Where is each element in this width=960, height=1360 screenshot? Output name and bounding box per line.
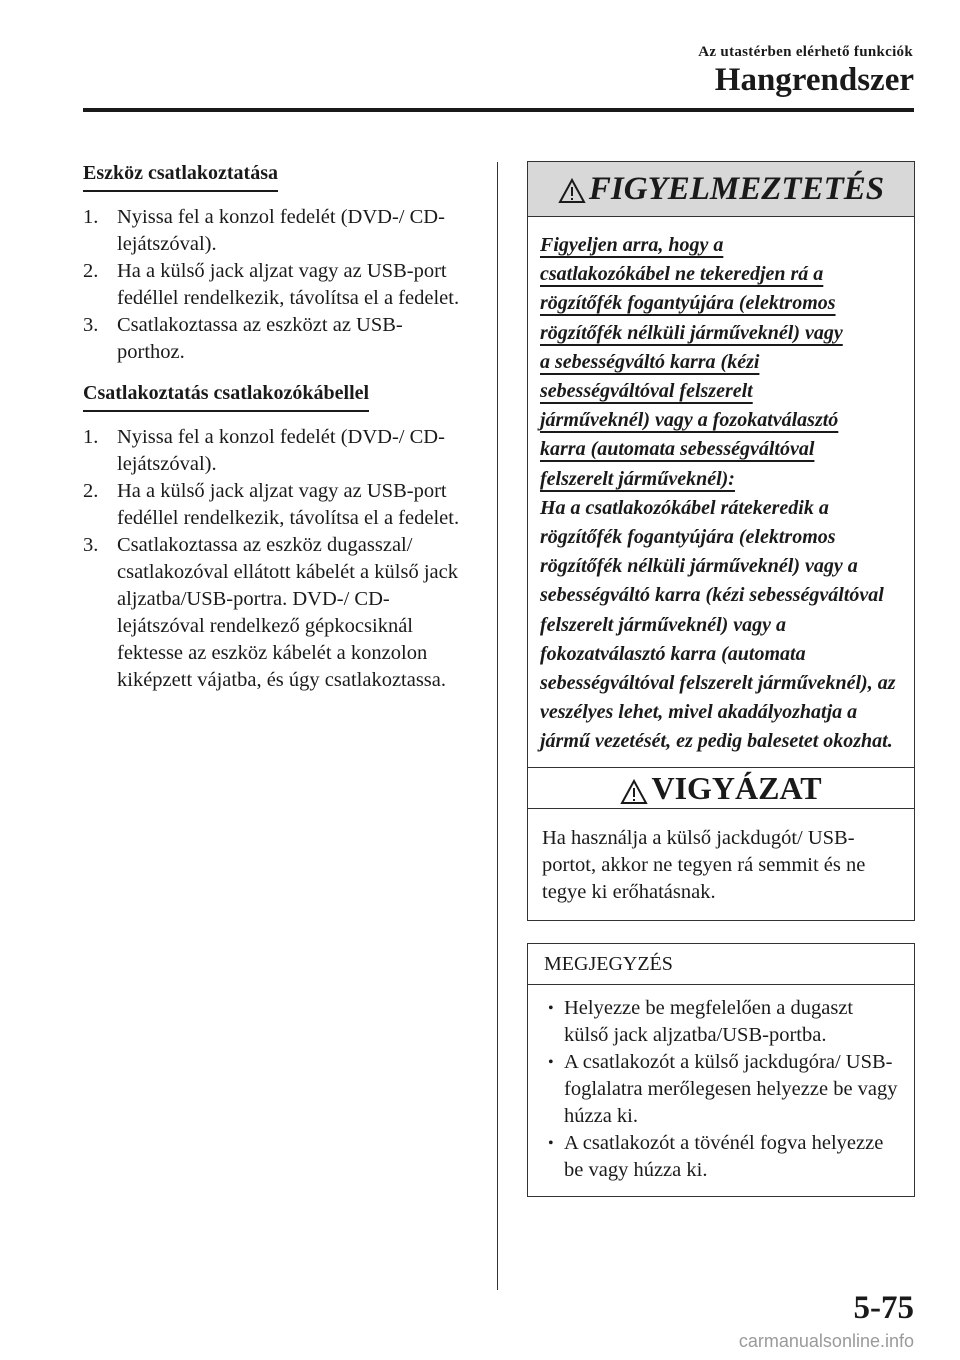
note-bullet-text: Helyezze be megfelelően a dugaszt külső jack aljzatba/USB-portba. (564, 997, 854, 1046)
warning-lead-line: felszerelt járműveknél): (540, 467, 735, 490)
step-item (83, 532, 468, 694)
warning-lead-line: csatlakozókábel ne tekeredjen rá a (540, 263, 824, 286)
warning-header (528, 162, 914, 217)
step-text: Nyissa fel a konzol fedelét (DVD-/ CD-lejátszóval). (117, 426, 445, 475)
bullet-dot-icon: • (548, 1135, 554, 1152)
step-item (83, 204, 468, 258)
note-header: MEGJEGYZÉS (528, 944, 914, 985)
step-number: 1. (83, 426, 99, 448)
step-item (83, 312, 468, 366)
caution-box (527, 767, 915, 921)
note-bullet-text: A csatlakozót a külső jackdugóra/ USB-foglalatra merőlegesen helyezze be vagy húzza ki. (564, 1051, 898, 1127)
warning-box (527, 161, 915, 772)
running-header-section: Az utastérben elérhető funkciók (698, 44, 913, 60)
section-title-connect-device: Eszköz csatlakoztatása (83, 160, 278, 192)
warning-title: FIGYELMEZTETÉS (588, 171, 885, 207)
steps-list-1 (83, 204, 468, 366)
warning-lead-line: karra (automata sebességváltóval (540, 438, 815, 461)
step-text: Csatlakoztassa az eszközt az USB-porthoz. (117, 314, 403, 363)
step-number: 1. (83, 206, 99, 228)
note-body (528, 985, 914, 1196)
column-divider (497, 162, 498, 1290)
step-number: 3. (83, 534, 99, 556)
bullet-dot-icon: • (548, 1054, 554, 1071)
warning-text: Ha a csatlakozókábel rátekeredik a rögzítőfék fogantyújára (elektromos rögzítőfék nélküli járműveknél) vagy a sebességváltó karra (kézi sebességváltóval felszerelt járműveknél) vagy a fokozatválasztó karra (automata sebességváltóval felszerelt járműveknél), az veszélyes lehet, mivel akadályozhatja a jármű vezetését, ez pedig balesetet okozhat. (540, 496, 896, 753)
warning-body (528, 217, 914, 771)
watermark: carmanualsonline.info (738, 1331, 914, 1351)
caution-body: Ha használja a külső jackdugót/ USB-portot, akkor ne tegyen rá semmit és ne tegye ki erőhatásnak. (542, 827, 866, 903)
step-item (83, 478, 468, 532)
warning-triangle-icon (558, 178, 586, 204)
caution-header (528, 768, 914, 809)
caution-title: VIGYÁZAT (651, 770, 822, 806)
note-bullet-item (548, 1130, 900, 1184)
section-title-cable-connection: Csatlakoztatás csatlakozókábellel (83, 380, 369, 412)
warning-lead-line: sebességváltóval felszerelt (540, 380, 753, 403)
warning-lead-line: a sebességváltó karra (kézi (540, 350, 760, 373)
note-bullet-item (548, 1049, 900, 1130)
caution-triangle-icon (620, 779, 648, 805)
note-bullet-text: A csatlakozót a tövénél fogva helyezze be vagy húzza ki. (564, 1132, 884, 1181)
step-text: Ha a külső jack aljzat vagy az USB-port fedéllel rendelkezik, távolítsa el a fedelet. (117, 260, 460, 309)
step-text: Ha a külső jack aljzat vagy az USB-port fedéllel rendelkezik, távolítsa el a fedelet. (117, 480, 460, 529)
running-header-chapter: Hangrendszer (714, 62, 914, 98)
header-rule (83, 108, 914, 112)
step-number: 2. (83, 480, 99, 502)
step-item (83, 424, 468, 478)
step-text: Csatlakoztassa az eszköz dugasszal/ csatlakozóval ellátott kábelét a külső jack aljzatba/USB-portra. DVD-/ CD-lejátszóval rendelkező gépkocsiknál fektesse az eszköz kábelét a konzolon kiképzett vájatba, és úgy csatlakoztassa. (117, 534, 458, 691)
page-number: 5-75 (853, 1290, 914, 1326)
warning-lead-line: rögzítőfék fogantyújára (elektromos (540, 292, 836, 315)
step-number: 2. (83, 260, 99, 282)
step-item (83, 258, 468, 312)
step-number: 3. (83, 314, 99, 336)
note-box (527, 943, 915, 1197)
steps-list-2 (83, 424, 468, 694)
left-column (83, 160, 468, 708)
warning-lead (540, 231, 902, 494)
bullet-dot-icon: • (548, 1000, 554, 1017)
warning-lead-line: járműveknél) vagy a fozokatválasztó (540, 409, 839, 432)
warning-lead-line: rögzítőfék nélküli járműveknél) vagy (540, 321, 843, 344)
step-text: Nyissa fel a konzol fedelét (DVD-/ CD-lejátszóval). (117, 206, 445, 255)
note-bullet-item (548, 995, 900, 1049)
warning-lead-line: Figyeljen arra, hogy a (540, 234, 724, 256)
